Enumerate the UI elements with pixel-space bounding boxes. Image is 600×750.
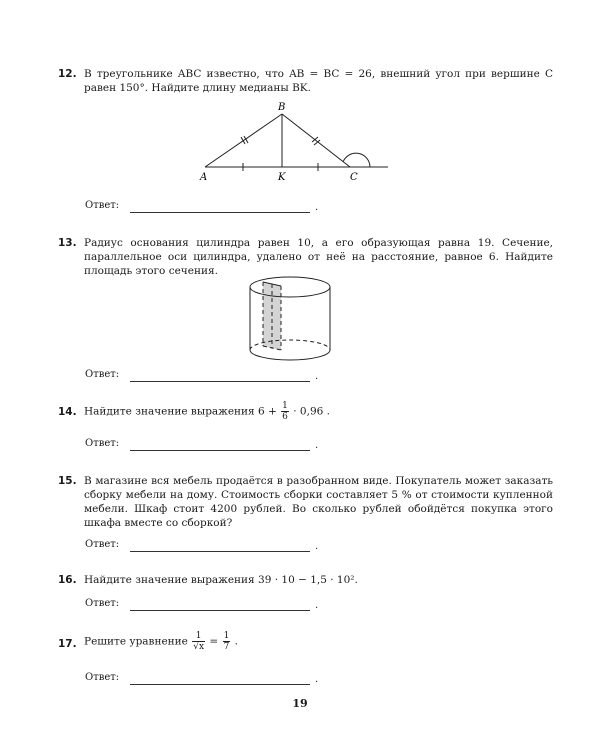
answer-end: . (315, 440, 319, 451)
rhs-denominator: 7 (223, 642, 230, 652)
text-before: Решите уравнение (84, 635, 188, 648)
answer-end: . (315, 371, 319, 382)
lhs-fraction (192, 631, 205, 652)
problem-text: Найдите значение выражения 39 · 10 − 1,5 · 10². (84, 574, 358, 586)
problem-text: В треугольнике ABC известно, что AB = BC = 26, внешний угол при вершине C равен 150°. Найдите длину медианы BK. (84, 68, 553, 94)
answer-field[interactable] (130, 551, 310, 552)
answer-field[interactable] (130, 212, 310, 213)
answer-field[interactable] (130, 381, 310, 382)
problem-text (84, 401, 553, 422)
problem-number: 12. (58, 68, 77, 80)
answer-field[interactable] (130, 610, 310, 611)
text-before: Найдите значение выражения 6 + (84, 405, 277, 418)
problem-text: Радиус основания цилиндра равен 10, а его образующая равна 19. Сечение, параллельное оси цилиндра, удалено от неё на расстояние, равное 6. Найдите площадь этого сечения. (84, 237, 553, 277)
answer-label: Ответ: (85, 672, 120, 683)
answer-end: . (315, 674, 319, 685)
problem-17 (58, 631, 553, 652)
bottom-back-arc (250, 340, 330, 350)
frac-denominator: 6 (282, 412, 288, 422)
problem-text (84, 631, 553, 652)
problem-number: 13. (58, 237, 77, 249)
answer-field[interactable] (130, 684, 310, 685)
side-bc (282, 114, 350, 167)
answer-end: . (315, 600, 319, 611)
rhs-numerator: 1 (223, 631, 230, 641)
label-k: K (278, 172, 286, 180)
top-ellipse (250, 277, 330, 297)
text-after: . (234, 635, 238, 648)
problem-15 (58, 474, 553, 530)
page-number: 19 (292, 697, 308, 710)
triangle-figure (0, 100, 600, 180)
problem-16 (58, 573, 553, 587)
frac-numerator: 1 (282, 401, 288, 411)
answer-label: Ответ: (85, 438, 120, 449)
answer-end: . (315, 541, 319, 552)
answer-end: . (315, 202, 319, 213)
problem-number: 16. (58, 574, 77, 586)
problem-12 (58, 67, 553, 95)
lhs-denominator: √x (193, 642, 205, 652)
rhs-fraction (223, 631, 231, 652)
cylinder-figure (0, 270, 600, 370)
answer-label: Ответ: (85, 200, 120, 211)
problem-14 (58, 401, 553, 422)
label-b: B (278, 102, 286, 113)
answer-label: Ответ: (85, 369, 120, 380)
problem-text: В магазине вся мебель продаётся в разобранном виде. Покупатель может заказать сборку мебели на дому. Стоимость сборки составляет 5 % от стоимости купленной мебели. Шкаф стоит 4200 рублей. Во сколько рублей обойдётся покупка этого шкафа вместе со сборкой? (84, 475, 553, 529)
problem-number: 17. (58, 638, 77, 650)
label-a: A (200, 172, 208, 180)
text-after: · 0,96 . (293, 405, 330, 418)
problem-number: 14. (58, 406, 77, 418)
problem-number: 15. (58, 475, 77, 487)
bottom-front-arc (250, 350, 330, 360)
lhs-numerator: 1 (192, 631, 205, 642)
answer-label: Ответ: (85, 598, 120, 609)
answer-label: Ответ: (85, 539, 120, 550)
tick-ab-1 (241, 137, 245, 144)
label-c: C (350, 172, 358, 180)
fraction (281, 401, 289, 422)
answer-field[interactable] (130, 450, 310, 451)
equals-sign: = (209, 635, 219, 648)
